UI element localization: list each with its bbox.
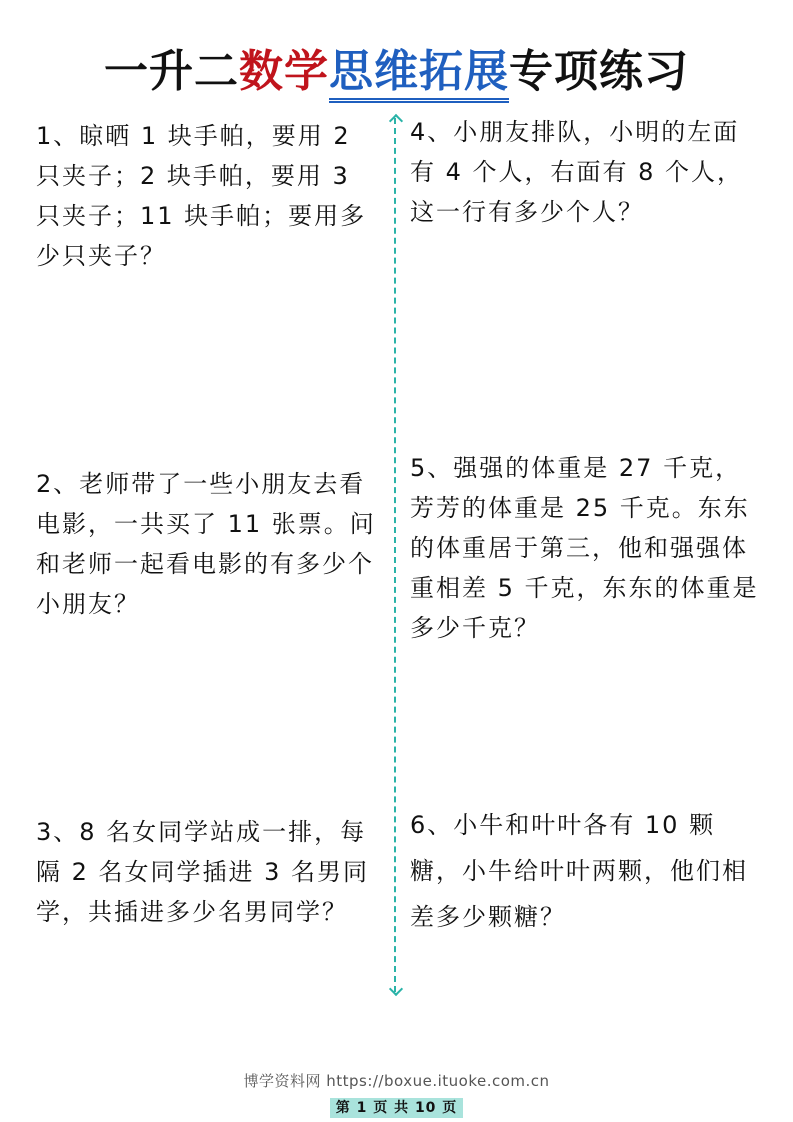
page-number-badge: 第 1 页 共 10 页 <box>330 1098 463 1118</box>
page-title <box>0 42 793 103</box>
title-part-thinking: 思维拓展 <box>329 46 509 103</box>
question-4: 4、小朋友排队，小明的左面有 4 个人，右面有 8 个人，这一行有多少个人？ <box>410 118 744 226</box>
title-part-math: 数学 <box>239 46 329 97</box>
question-2: 2、老师带了一些小朋友去看电影，一共买了 11 张票。问和老师一起看电影的有多少个小朋友？ <box>36 470 376 618</box>
question-1: 1、晾晒 1 块手帕，要用 2 只夹子；2 块手帕，要用 3 只夹子；11 块手帕；要用多少只夹子？ <box>36 122 367 270</box>
question-5: 5、强强的体重是 27 千克，芳芳的体重是 25 千克。东东的体重居于第三，他和强强体重相差 5 千克，东东的体重是多少千克？ <box>410 454 759 642</box>
column-divider <box>394 118 396 992</box>
question-3: 3、8 名女同学站成一排，每隔 2 名女同学插进 3 名男同学，共插进多少名男同学？ <box>36 818 370 926</box>
footer-site-link[interactable]: 博学资料网 https://boxue.ituoke.com.cn <box>243 1072 550 1090</box>
title-part-grade: 一升二 <box>104 46 239 97</box>
arrow-up-icon <box>389 112 401 124</box>
title-part-practice: 专项练习 <box>509 46 689 97</box>
arrow-down-icon <box>389 984 401 996</box>
question-6: 6、小牛和叶叶各有 10 颗糖，小牛给叶叶两颗，他们相差多少颗糖？ <box>410 811 748 931</box>
